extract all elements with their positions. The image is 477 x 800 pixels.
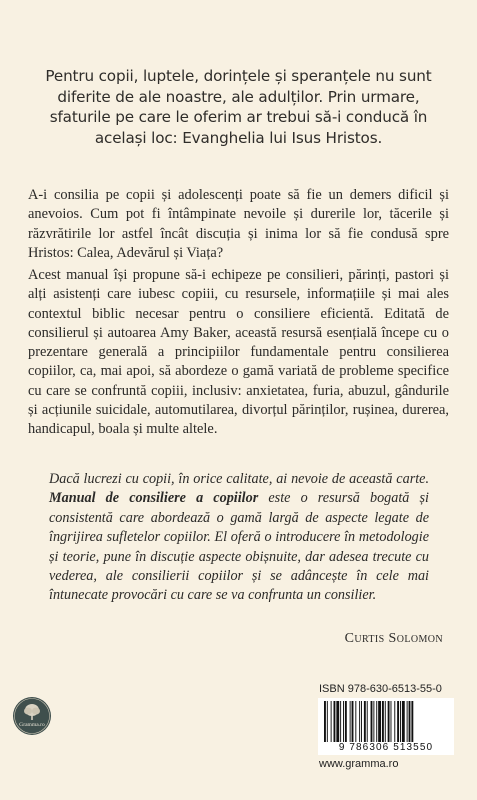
isbn-label: ISBN 978-630-6513-55-0 <box>319 683 442 695</box>
barcode-bar <box>407 701 408 742</box>
description-paragraph-1: A-i consilia pe copii și adolescenți poate să fie un demers dificil și anevoios. Cum pot fi întâmpinate nevoile și durerile lor, tăcerile și răzvrătirile lor astfel încât discuția și inima lor să fie condusă spre Hristos: Calea, Adevărul și Viața? <box>28 187 449 261</box>
barcode-bar <box>345 701 347 742</box>
quote-body: este o resursă bogată și consistentă care abordează o gamă largă de aspecte legate de îngrijirea sufletelor copiilor. El oferă o introducere în metodologie și teorie, pune în discuție aspecte obișnuite, dar adesea trecute cu vederea, ale consilierii copiilor și se adâncește în cele mai întunecate provocări cu care se va confrunta un consilier. <box>49 490 429 604</box>
barcode-bar <box>382 701 384 742</box>
barcode-bar <box>324 701 326 742</box>
barcode-bar <box>394 701 395 742</box>
barcode-bar <box>334 701 336 742</box>
barcode-bar <box>359 701 360 742</box>
barcode-bar <box>409 701 411 742</box>
tree-icon <box>13 697 51 735</box>
barcode-bar <box>343 701 344 742</box>
barcode-bar <box>327 701 328 742</box>
barcode-bar <box>388 701 390 742</box>
quote-book-title: Manual de consiliere a copiilor <box>49 490 269 507</box>
barcode-bar <box>378 701 381 742</box>
barcode-bar <box>336 701 339 742</box>
barcode-bar <box>340 701 341 742</box>
barcode-bar <box>402 701 405 742</box>
intro-blurb: Pentru copii, luptele, dorințele și speranțele nu sunt diferite de ale noastre, ale adulților. Prin urmare, sfaturile pe care le oferim ar trebui să-i conducă în același loc: Evanghelia lui Isus Hristos. <box>45 67 432 147</box>
publisher-website: www.gramma.ro <box>319 758 399 770</box>
publisher-logo <box>13 697 51 735</box>
barcode-bar <box>371 701 373 742</box>
barcode-bar <box>385 701 386 742</box>
barcode-bar <box>391 701 392 742</box>
endorser-name: Curtis Solomon <box>344 631 443 646</box>
barcode-bar <box>364 701 366 742</box>
barcode-bars <box>318 698 454 742</box>
barcode-digits: 9 786306 513550 <box>318 742 454 755</box>
barcode <box>318 698 454 742</box>
endorsement-quote <box>49 470 429 606</box>
barcode-bar <box>376 701 377 742</box>
description-paragraph-2: Acest manual își propune să-i echipeze pe consilieri, părinți, pastori și alți asistenți care iubesc copiii, cu resursele, informațiile și mai ales contextul biblic necesar pentru o consiliere eficientă. Editată de consilierul și autoarea Amy Baker, această resursă esențială începe cu o prezentare generală a principiilor fundamentale pentru consilierea copiilor, ca, mai apoi, să abordeze o gamă variată de probleme specifice cu care se confruntă copiii, inclusiv: anxietatea, furia, abuzul, gândurile și acțiunile suicidale, automutilarea, divorțul părinților, rușinea, durerea, handicapul, boala și multe altele. <box>28 267 449 438</box>
barcode-bar <box>400 701 401 742</box>
barcode-bar <box>411 701 413 742</box>
barcode-bar <box>367 701 368 742</box>
barcode-bar <box>361 701 362 742</box>
barcode-bar <box>397 701 399 742</box>
barcode-bar <box>355 701 356 742</box>
barcode-bar <box>373 701 374 742</box>
barcode-bar <box>331 701 332 742</box>
quote-lead: Dacă lucrezi cu copii, în orice calitate, ai nevoie de această carte. <box>49 471 429 487</box>
logo-text: Gramma.ro <box>19 722 45 728</box>
barcode-bar <box>352 701 354 742</box>
barcode-bar <box>350 701 351 742</box>
